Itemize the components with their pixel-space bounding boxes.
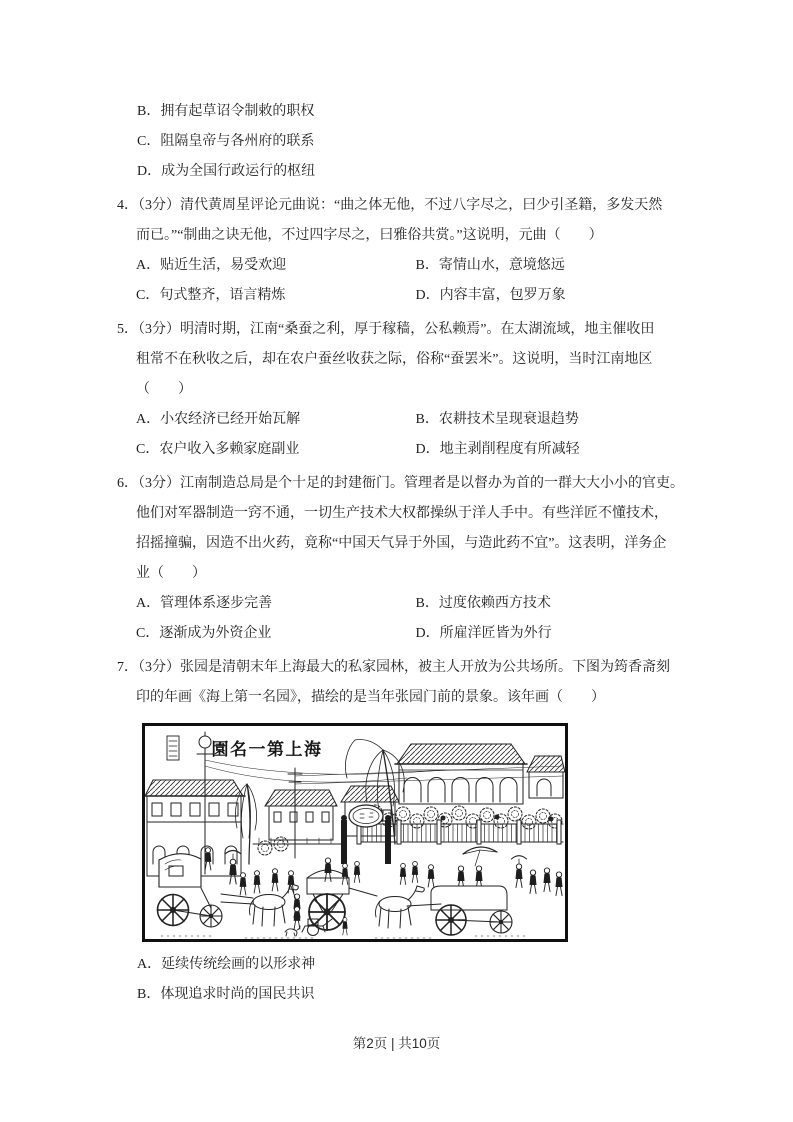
q4-option-c: C．句式整齐，语言精炼 xyxy=(136,288,286,303)
question-line: 招摇撞骗，因造不出火药，竟称“中国天气异于外国，与造此药不宜”。这表明，洋务企 xyxy=(136,536,667,551)
q7-option-a: A．延续传统绘画的以形求神 xyxy=(137,957,316,972)
option-row xyxy=(136,251,793,281)
question-line: 租常不在秋收之后，却在农户蚕丝收获之际，俗称“蚕罢米”。这说明，当时江南地区 xyxy=(136,352,653,367)
question-line: 而已。”“制曲之诀无他，不过四字尽之，曰雅俗共赏。”这说明，元曲（ ） xyxy=(136,228,603,243)
question-6 xyxy=(0,469,793,649)
q4-option-a: A．贴近生活，易受欢迎 xyxy=(136,258,287,273)
question-4 xyxy=(0,191,793,311)
q5-option-b: B．农耕技术呈现衰退趋势 xyxy=(415,412,579,427)
option-row xyxy=(136,619,793,649)
print-title-banner: 園名一第上海 xyxy=(211,740,323,759)
q3-option-b: B．拥有起草诏令制敕的职权 xyxy=(137,104,315,119)
question-7 xyxy=(0,653,793,713)
question-5 xyxy=(0,315,793,465)
q4-option-b: B．寄情山水，意境悠远 xyxy=(415,258,565,273)
question-line: 他们对军器制造一窍不通，一切生产技术大权都操纵于洋人手中。有些洋匠不懂技术， xyxy=(136,506,668,521)
q6-option-a: A．管理体系逐步完善 xyxy=(136,596,273,611)
option-row xyxy=(136,405,793,435)
question-line: 印的年画《海上第一名园》，描绘的是当年张园门前的景象。该年画（ ） xyxy=(136,690,605,705)
q5-option-d: D．地主剥削程度有所减轻 xyxy=(415,442,580,457)
nianhua-figure xyxy=(142,723,568,942)
question-line: 业（ ） xyxy=(136,566,206,581)
q7-option-b: B．体现追求时尚的国民共识 xyxy=(137,987,315,1002)
question-line: 4．（3分）清代黄周星评论元曲说：“曲之体无他，不过八字尽之，曰少引圣籍，多发天然 xyxy=(117,198,663,213)
q6-option-b: B．过度依赖西方技术 xyxy=(415,596,551,611)
q3-option-d: D．成为全国行政运行的枢纽 xyxy=(137,164,316,179)
q3-option-c: C．阻隔皇帝与各州府的联系 xyxy=(137,134,315,149)
q6-option-d: D．所雇洋匠皆为外行 xyxy=(415,626,552,641)
question-line: 7．（3分）张园是清朝末年上海最大的私家园林，被主人开放为公共场所。下图为筠香斋刻 xyxy=(117,660,670,675)
q4-option-d: D．内容丰富，包罗万象 xyxy=(415,288,566,303)
page-footer xyxy=(0,1031,793,1057)
question-line: 6．（3分）江南制造总局是个十足的封建衙门。管理者是以督办为首的一群大大小小的官吏。 xyxy=(117,476,684,491)
option-row xyxy=(136,589,793,619)
nianhua-illustration xyxy=(145,726,565,939)
option-row xyxy=(136,435,793,465)
question-line: （ ） xyxy=(136,382,192,397)
page-indicator: 第2页 | 共10页 xyxy=(352,1036,441,1051)
option-row xyxy=(136,281,793,311)
q5-option-c: C．农户收入多赖家庭副业 xyxy=(136,442,300,457)
q5-option-a: A．小农经济已经开始瓦解 xyxy=(136,412,301,427)
q6-option-c: C．逐渐成为外资企业 xyxy=(136,626,272,641)
question-line: 5．（3分）明清时期，江南“桑蚕之利，厚于稼穑，公私赖焉”。在太湖流域，地主催收田 xyxy=(117,322,655,337)
